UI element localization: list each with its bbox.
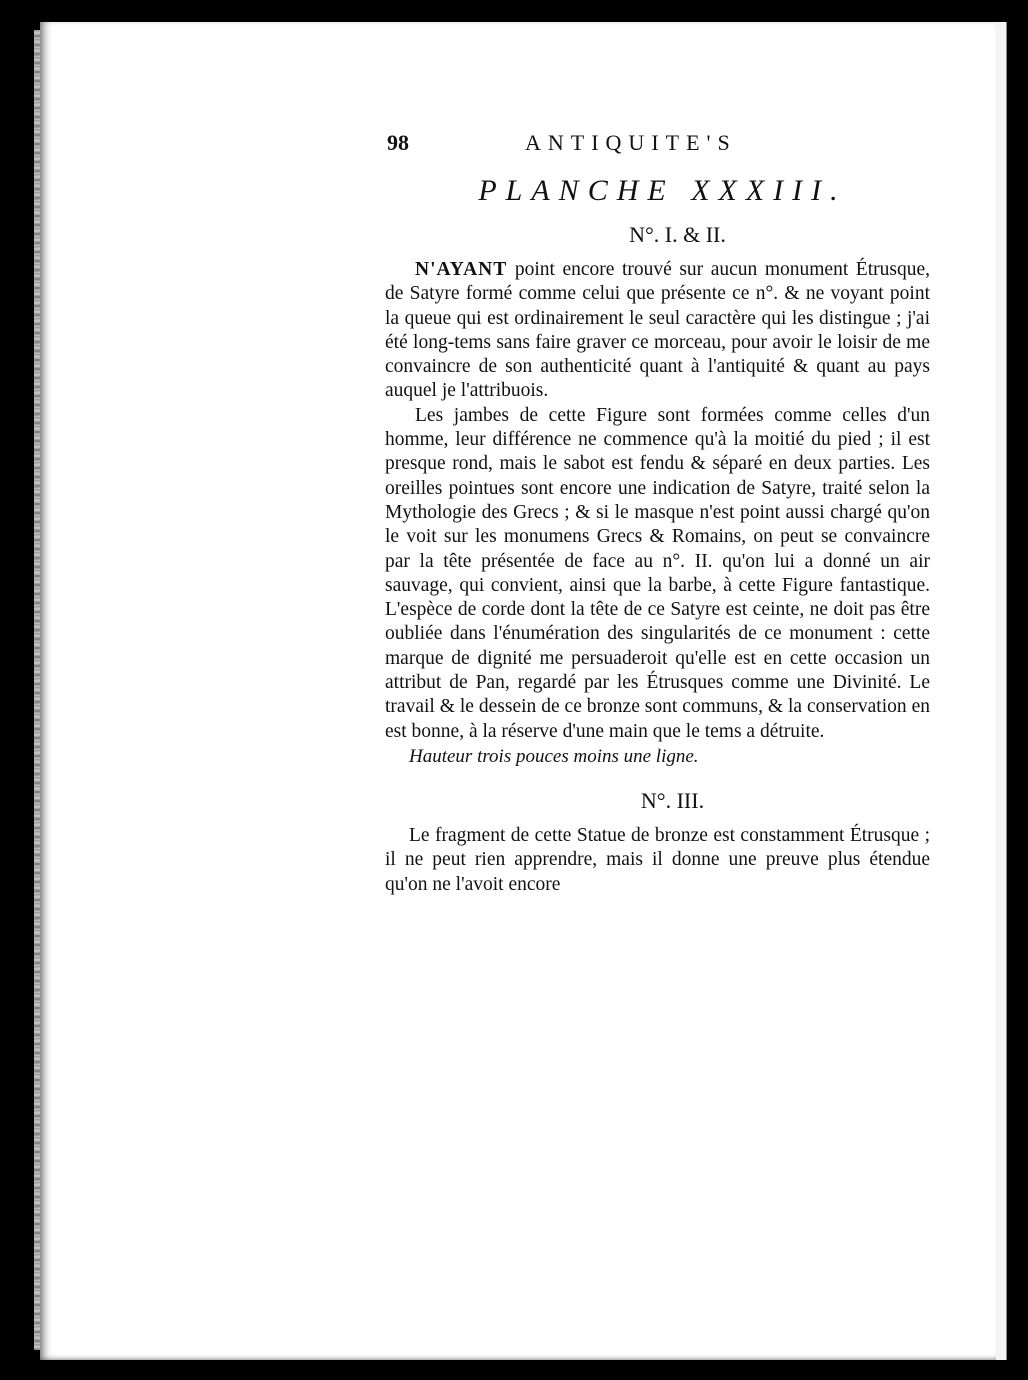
opening-word: N'AYANT xyxy=(415,259,508,280)
running-title: ANTIQUITE'S xyxy=(525,130,737,155)
page-header xyxy=(385,126,930,166)
body-paragraph: Les jambes de cette Figure sont formées comme celles d'un homme, leur différence ne commence qu'à la moitié du pied ; il est presque rond, mais le sabot est fendu & séparé en deux parties. Les oreilles pointues sont encore une indication de Satyre, traité selon la Mythologie des Grecs ; & si le masque n'est point aussi chargé qu'on le voit sur les monumens Grecs & Romains, on peut se convaincre par la tête présentée de face au n°. II. qu'on lui a donné un air sauvage, qui convient, ainsi que la barbe, à cette Figure fantastique. L'espèce de corde dont la tête de ce Satyre est ceinte, ne doit pas être oubliée dans l'énumération des singularités de ce monument : cette marque de dignité me persuaderoit qu'elle est en cette occasion un attribut de Pan, regardé par les Étrusques comme une Divinité. Le travail & le dessein de ce bronze sont communs, & la conservation en est bonne, à la réserve d'une main que le tems a détruite. xyxy=(385,404,930,742)
body-paragraph: Le fragment de cette Statue de bronze est constamment Étrusque ; il ne peut rien apprendre, mais il donne une preuve plus étendue qu'on ne l'avoit encore xyxy=(385,824,930,895)
page-number: 98 xyxy=(387,130,409,155)
body-paragraph xyxy=(385,258,930,404)
page-stack-edge-right xyxy=(996,22,1007,1360)
section-heading-1-2: N°. I. & II. xyxy=(629,222,726,247)
page-text-block xyxy=(385,126,930,897)
paragraph-text: point encore trouvé sur aucun monument Étrusque, de Satyre formé comme celui que présente ce n°. & ne voyant point la queue qui est ordinairement le seul caractère qui les distingue ; j'ai été long-tems sans faire graver ce morceau, pour avoir le loisir de me convaincre de son authenticité quant à l'antiquité & quant au pays auquel je l'attribuois. xyxy=(385,259,930,402)
plate-title: PLANCHE XXXIII. xyxy=(478,174,847,207)
section-heading-3: N°. III. xyxy=(640,787,705,813)
measurement-note: Hauteur trois pouces moins une ligne. xyxy=(409,745,699,767)
